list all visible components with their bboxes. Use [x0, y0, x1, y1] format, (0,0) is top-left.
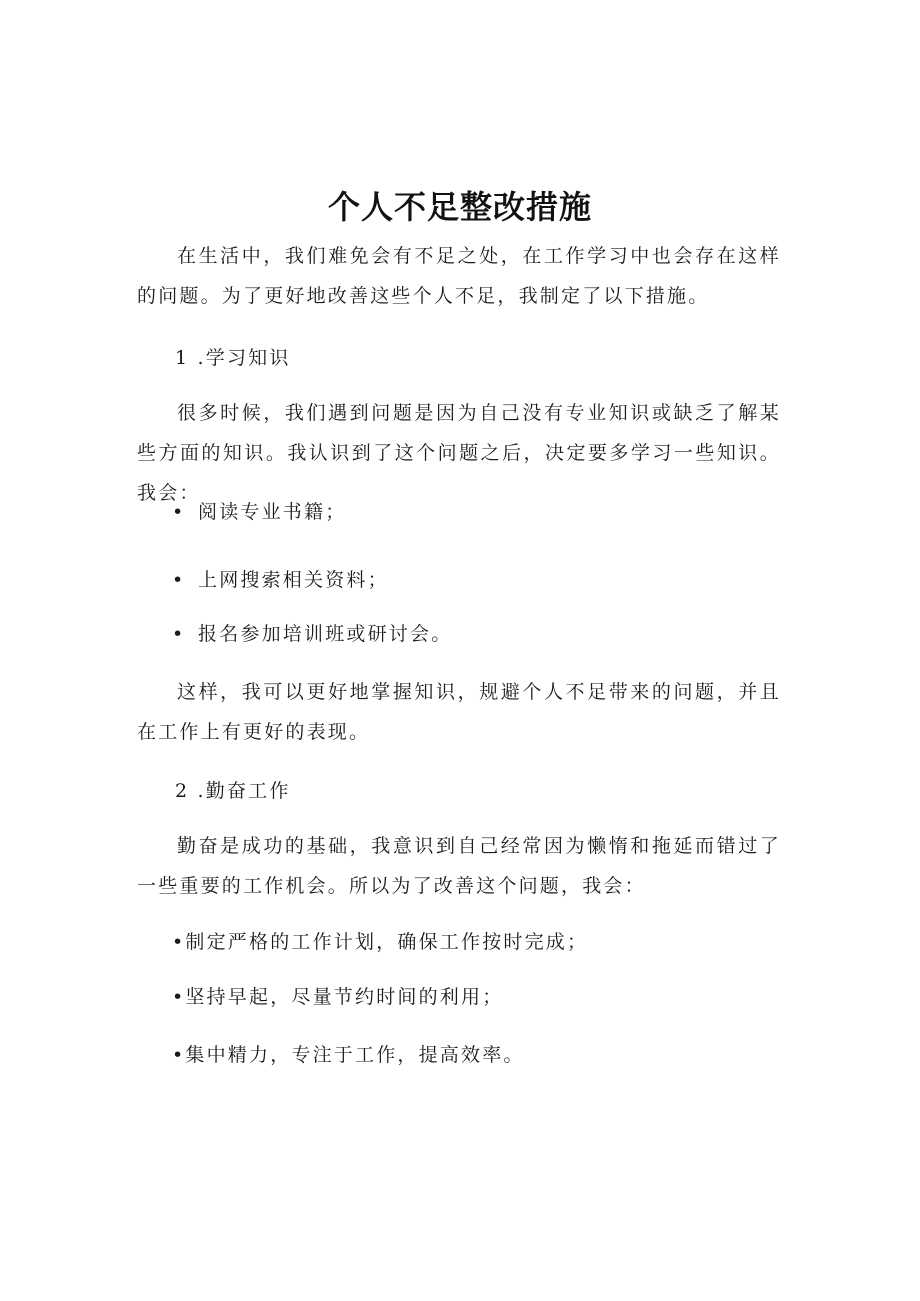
list-item: •坚持早起，尽量节约时间的利用；: [172, 986, 504, 1008]
intro-paragraph: 在生活中，我们难免会有不足之处，在工作学习中也会存在这样的问题。为了更好地改善这些个人不足，我制定了以下措施。: [137, 245, 781, 307]
list-item-text: 报名参加培训班或研讨会。: [198, 623, 453, 645]
bullet-icon: •: [172, 501, 186, 523]
list-item: [172, 497, 346, 527]
list-item-text: 阅读专业书籍；: [198, 501, 347, 523]
study-closing-paragraph: 这样，我可以更好地掌握知识，规避个人不足带来的问题，并且在工作上有更好的表现。: [137, 681, 781, 743]
list-item: [172, 565, 389, 595]
section-heading-study: 1 .学习知识: [175, 347, 291, 369]
list-item: •制定严格的工作计划，确保工作按时完成；: [172, 931, 589, 953]
list-item: [172, 619, 452, 649]
bullet-icon: •: [172, 623, 186, 645]
work-paragraph: 勤奋是成功的基础，我意识到自己经常因为懒惰和拖延而错过了一些重要的工作机会。所以为了改善这个问题，我会：: [137, 835, 781, 897]
document-title: 个人不足整改措施: [327, 188, 592, 226]
section-heading-work: 2 .勤奋工作: [175, 780, 291, 802]
list-item: •集中精力，专注于工作，提高效率。: [172, 1044, 525, 1066]
study-paragraph: 很多时候，我们遇到问题是因为自己没有专业知识或缺乏了解某些方面的知识。我认识到了这个问题之后，决定要多学习一些知识。我会：: [137, 402, 781, 504]
list-item-text: 上网搜索相关资料；: [198, 569, 389, 591]
bullet-icon: •: [172, 569, 186, 591]
